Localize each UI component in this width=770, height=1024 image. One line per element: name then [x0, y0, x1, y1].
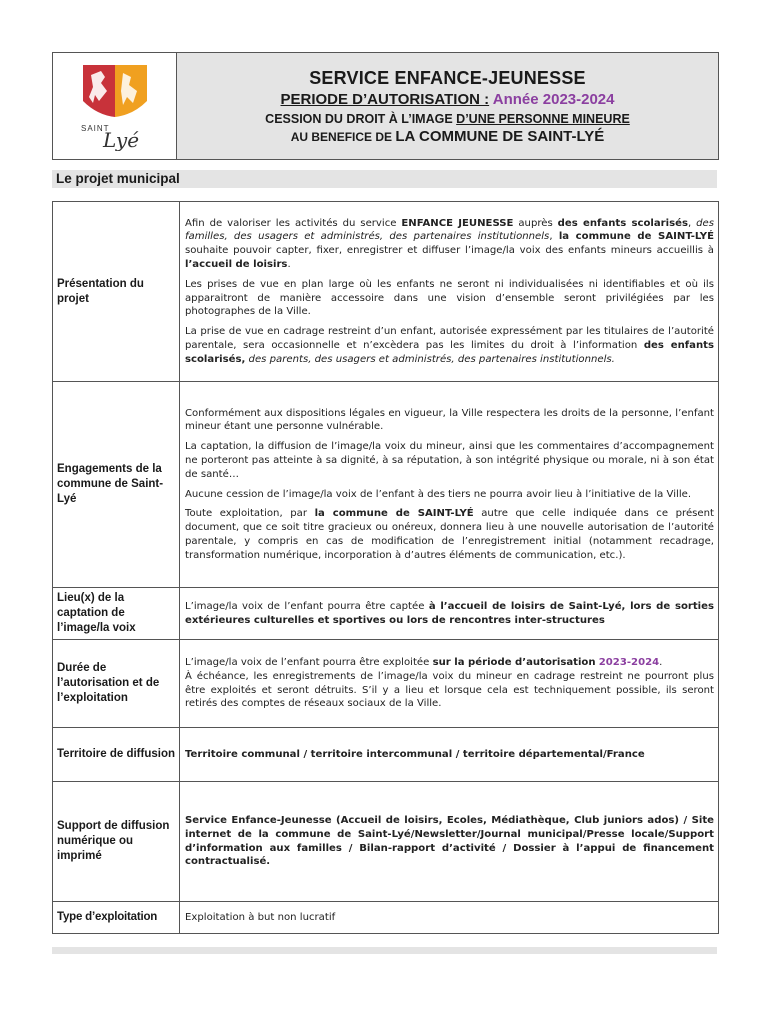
- paragraph: La captation, la diffusion de l’image/la voix du mineur, ainsi que les commentaires d’accompagnement ne porteront pas atteinte à sa dignité, à sa réputation, à son intégrité physique ou morale, ni à son état de santé…: [185, 441, 714, 480]
- text: L’image/la voix de l’enfant pourra être exploitée: [185, 656, 433, 668]
- saint-lye-logo: [79, 61, 151, 151]
- row-content: [180, 640, 719, 728]
- text: ,: [549, 231, 559, 243]
- row-label: Lieu(x) de la captation de l’image/la voix: [53, 588, 180, 640]
- text: Toute exploitation, par: [185, 508, 315, 520]
- beneficiary-commune: LA COMMUNE DE SAINT-LYÉ: [395, 127, 605, 145]
- row-content: [180, 202, 719, 382]
- project-table: [52, 201, 719, 934]
- paragraph: [185, 507, 714, 562]
- table-row: [53, 902, 719, 934]
- text-bold: l’accueil de loisirs: [185, 258, 288, 270]
- period-label: PERIODE D’AUTORISATION :: [280, 90, 490, 108]
- table-row: [53, 640, 719, 728]
- row-content: [180, 782, 719, 902]
- row-label: Engagements de la commune de Saint-Lyé: [53, 382, 180, 588]
- row-content: [180, 588, 719, 640]
- text: ,: [687, 217, 697, 229]
- table-row: [53, 588, 719, 640]
- text: .: [659, 656, 663, 668]
- logo-box: [53, 53, 177, 159]
- footer-bar: [52, 947, 717, 954]
- text: La prise de vue en cadrage restreint d’un enfant, autorisée expressément par les titulaires de l’autorité parentale, sera occasionnelle et n’excèdera pas les limites du droit à l’information: [185, 326, 714, 351]
- text: L’image/la voix de l’enfant pourra être captée: [185, 600, 429, 612]
- beneficiary-line: [291, 128, 605, 145]
- period-year: Année 2023-2024: [492, 90, 615, 108]
- header-titles: [177, 53, 718, 159]
- svg-text:Lyé: Lyé: [102, 128, 139, 151]
- text: .: [287, 258, 291, 270]
- row-label: Présentation du projet: [53, 202, 180, 382]
- paragraph: [185, 656, 714, 670]
- table-row: [53, 202, 719, 382]
- table-row: [53, 728, 719, 782]
- table-row: [53, 782, 719, 902]
- paragraph: [185, 325, 714, 366]
- text-bold: sur la période d’autorisation: [432, 656, 596, 668]
- section-title: Le projet municipal: [52, 170, 717, 188]
- document-header: [52, 52, 719, 160]
- paragraph: [185, 217, 714, 272]
- text-year: 2023-2024: [598, 656, 660, 668]
- table-row: [53, 382, 719, 588]
- text-italic: des parents, des usagers et administrés, des partenaires institutionnels.: [245, 353, 615, 365]
- row-label: Type d’exploitation: [53, 902, 180, 934]
- cession-minor: D’UNE PERSONNE MINEURE: [456, 111, 630, 126]
- row-label: Support de diffusion numérique ou imprimé: [53, 782, 180, 902]
- paragraph: À échéance, les enregistrements de l’image/la voix du mineur en cadrage restreint ne pourront plus être exploités et seront détruits. S’il y a lieu et lorsque cela est techniquement possible, ils seront retirés des comptes de réseaux sociaux de la Ville.: [185, 670, 714, 710]
- paragraph: [185, 600, 714, 628]
- text: autre que celle indiquée dans ce présent document, que ce soit titre gracieux ou onéreux, donnera lieu à une nouvelle autorisation de l’autorité parentale, y compris en cas de modification de l’enregistrement initial (notamment recadrage, transformation numérique, incorporation à d’autres éléments de communication, etc.).: [185, 508, 715, 561]
- text: auprès: [513, 217, 558, 229]
- row-content: [180, 728, 719, 782]
- service-title: SERVICE ENFANCE-JEUNESSE: [309, 67, 586, 88]
- row-content: [180, 382, 719, 588]
- period-line: [281, 91, 615, 108]
- cession-line: [265, 112, 630, 126]
- beneficiary-prefix: AU BENEFICE DE: [290, 129, 396, 144]
- text-bold: ENFANCE JEUNESSE: [401, 217, 514, 229]
- cession-text: CESSION DU DROIT À L’IMAGE: [265, 111, 457, 126]
- text-bold: des enfants scolarisés: [557, 217, 688, 229]
- paragraph: Les prises de vue en plan large où les enfants ne seront ni individualisées ni identifiables et où ils apparaitront de manière accessoire dans une vision d’ensemble seront privilégiées par les photographes de la Ville.: [185, 278, 714, 318]
- paragraph: Territoire communal / territoire intercommunal / territoire départemental/France: [185, 748, 645, 760]
- text-bold: la commune de SAINT-LYÉ: [314, 508, 474, 520]
- paragraph: Aucune cession de l’image/la voix de l’enfant à des tiers ne pourra avoir lieu à l’initiative de la Ville.: [185, 488, 692, 500]
- text: souhaite pouvoir capter, fixer, enregistrer et diffuser l’image/la voix des enfants mineurs accueillis à: [185, 245, 714, 257]
- text-italic: des familles, des usagers et administrés, des partenaires institutionnels: [185, 217, 714, 243]
- row-label: Durée de l’autorisation et de l’exploitation: [53, 640, 180, 728]
- text-bold: la commune de SAINT-LYÉ: [558, 231, 714, 243]
- row-label: Territoire de diffusion: [53, 728, 180, 782]
- svg-text:SAINT: SAINT: [80, 124, 110, 133]
- paragraph: Service Enfance-Jeunesse (Accueil de loisirs, Ecoles, Médiathèque, Club juniors ados) / Site internet de la commune de Saint-Lyé/Newsletter/Journal municipal/Presse locale/Support d’information aux familles / Bilan-rapport d’activité / Dossier à l’appui de financement contractualisé.: [185, 814, 714, 868]
- text: Afin de valoriser les activités du service: [185, 217, 402, 229]
- paragraph: Conformément aux dispositions légales en vigueur, la Ville respectera les droits de la personne, l’enfant mineur étant une personne vulnérable.: [185, 407, 714, 433]
- row-content: [180, 902, 719, 934]
- text-bold: à l’accueil de loisirs de Saint-Lyé, lors de sorties extérieures culturelles et sportives ou lors de rencontres inter-structures: [185, 600, 715, 626]
- text-bold: des enfants scolarisés,: [185, 339, 714, 365]
- paragraph: Exploitation à but non lucratif: [185, 911, 336, 923]
